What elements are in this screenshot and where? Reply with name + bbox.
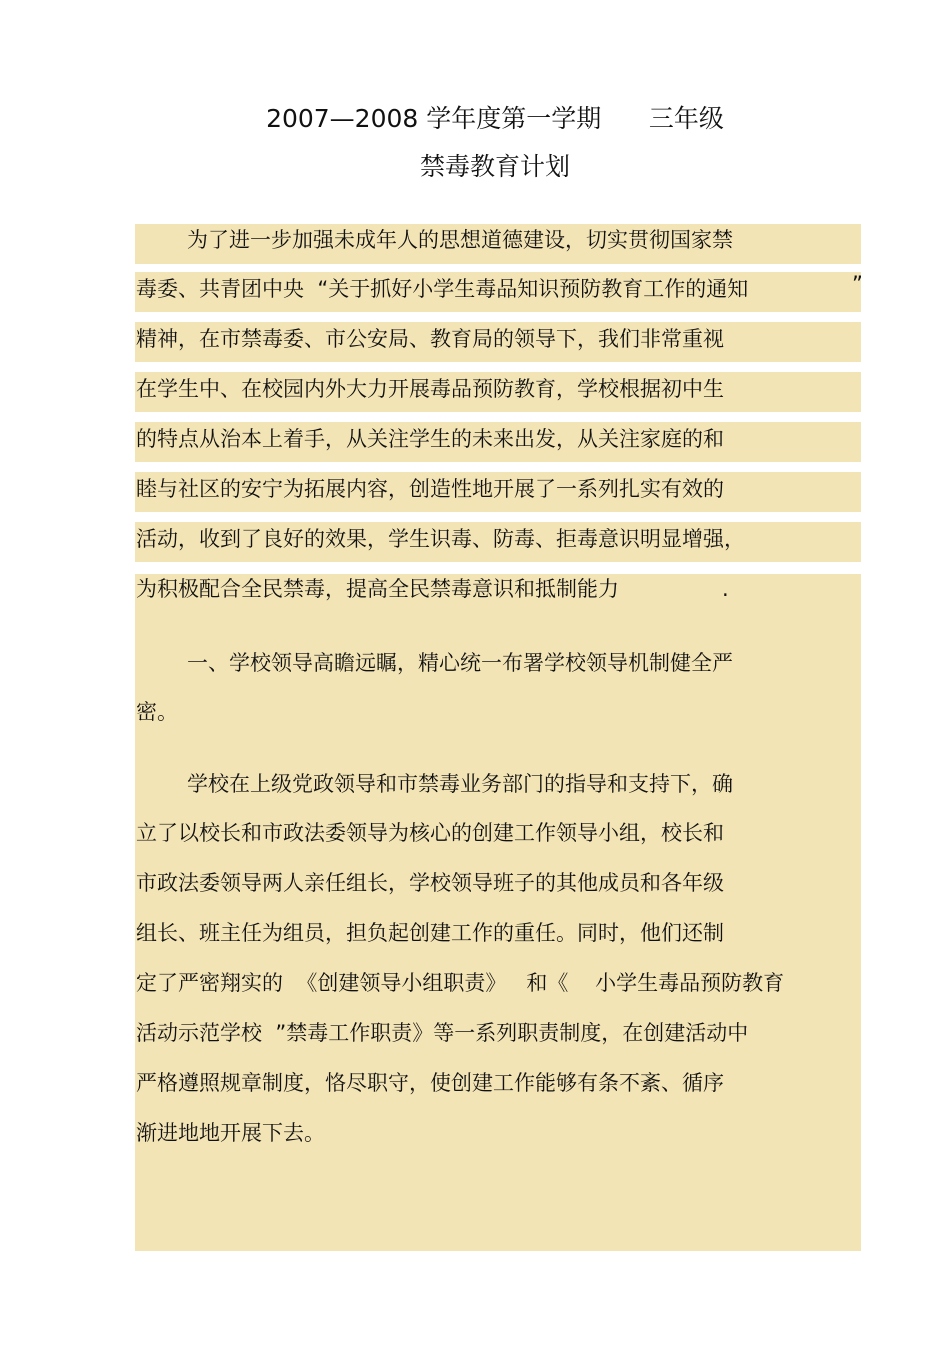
paragraph-line: 立了以校长和市政法委领导为核心的创建工作领导小组，校长和 (136, 821, 724, 845)
paragraph-line: 的特点从治本上着手，从关注学生的未来出发，从关注家庭的和 (136, 427, 724, 451)
paragraph-line: 为了进一步加强未成年人的思想道德建设，切实贯彻国家禁 (187, 228, 733, 252)
document-title-line2: 禁毒教育计划 (419, 152, 570, 181)
section-heading: 一、学校领导高瞻远瞩，精心统一布署学校领导机制健全严 (187, 651, 733, 675)
paragraph-line: 学校在上级党政领导和市禁毒业务部门的指导和支持下，确 (187, 772, 733, 796)
paragraph-line: 活动示范学校 ”禁毒工作职责》等一系列职责制度，在创建活动中 (136, 1021, 749, 1045)
paragraph-line: 毒委、共青团中央 “关于抓好小学生毒品知识预防教育工作的通知 (136, 277, 749, 301)
period-mark: . (722, 577, 729, 601)
paragraph-line: 渐进地地开展下去。 (136, 1121, 325, 1145)
paragraph-line: 组长、班主任为组员，担负起创建工作的重任。同时，他们还制 (136, 921, 724, 945)
paragraph-line: 市政法委领导两人亲任组长，学校领导班子的其他成员和各年级 (136, 871, 724, 895)
paragraph-line: 活动，收到了良好的效果，学生识毒、防毒、拒毒意识明显增强， (136, 527, 745, 551)
closing-quote-mark: ” (852, 272, 863, 296)
paragraph-line: 在学生中、在校园内外大力开展毒品预防教育，学校根据初中生 (136, 377, 724, 401)
paragraph-line: 睦与社区的安宁为拓展内容，创造性地开展了一系列扎实有效的 (136, 477, 724, 501)
paragraph-line: 严格遵照规章制度，恪尽职守，使创建工作能够有条不紊、循序 (136, 1071, 724, 1095)
paragraph-line: 为积极配合全民禁毒，提高全民禁毒意识和抵制能力 (136, 577, 619, 601)
paragraph-line: 定了严密翔实的 《创建领导小组职责》 和《 小学生毒品预防教育 (136, 971, 785, 995)
document-title-line1: 2007—2008 学年度第一学期 三年级 (266, 104, 724, 133)
paragraph-line: 精神，在市禁毒委、市公安局、教育局的领导下，我们非常重视 (136, 327, 724, 351)
section-heading: 密。 (136, 700, 178, 724)
